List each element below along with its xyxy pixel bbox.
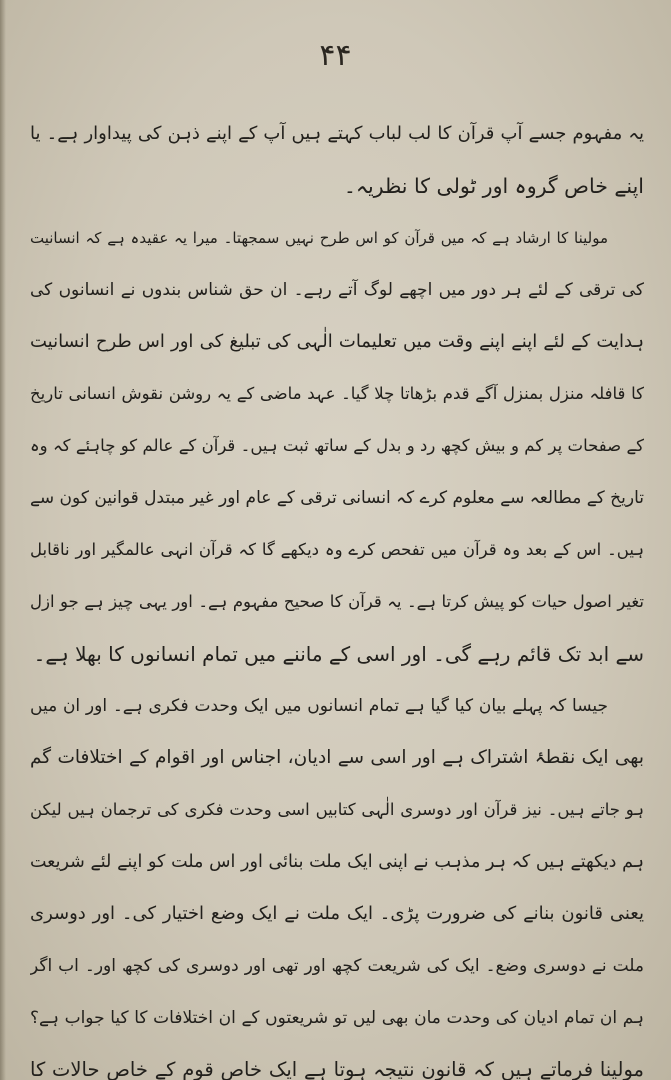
text-line: ہو جاتے ہیں۔ نیز قرآن اور دوسری الٰہی کتابیں اسی وحدت فکری کی ترجمان ہیں لیکن <box>30 800 644 819</box>
text-line: جیسا کہ پہلے بیان کیا گیا ہے تمام انسانوں میں ایک وحدت فکری ہے۔ اور ان میں <box>30 696 608 716</box>
text-line: یعنی قانون بنانے کی ضرورت پڑی۔ ایک ملت نے ایک وضع اختیار کی۔ اور دوسری <box>30 903 644 924</box>
text-line: تغیر اصول حیات کو پیش کرتا ہے۔ یہ قرآن کا صحیح مفہوم ہے۔ اور یہی چیز ہے جو ازل <box>30 592 644 611</box>
page-edge-shadow <box>0 0 6 1080</box>
text-line: یہ مفہوم جسے آپ قرآن کا لب لباب کہتے ہیں آپ کے اپنے ذہن کی پیداوار ہے۔ یا <box>30 123 644 144</box>
text-line: سے ابد تک قائم رہے گی۔ اور اسی کے ماننے میں تمام انسانوں کا بھلا ہے۔ <box>33 642 644 666</box>
page-number: ۴۴ <box>319 38 352 73</box>
text-line: اپنے خاص گروہ اور ٹولی کا نظریہ۔ <box>343 174 644 198</box>
text-line: کا قافلہ منزل بمنزل آگے قدم بڑھاتا چلا گیا۔ عہد ماضی کے یہ روشن نقوش انسانی تاریخ <box>30 384 644 403</box>
text-line: بھی ایک نقطۂ اشتراک ہے اور اسی سے ادیان، اجناس اور اقوام کے اختلافات گم <box>30 747 644 768</box>
text-line: مولینا کا ارشاد ہے کہ میں قرآن کو اس طرح نہیں سمجھتا۔ میرا یہ عقیدہ ہے کہ انسانیت <box>30 229 608 247</box>
body-text <box>30 108 644 1080</box>
text-line: کے صفحات پر کم و بیش کچھ رد و بدل کے ساتھ ثبت ہیں۔ قرآن کے عالم کو چاہئے کہ وہ <box>30 436 644 455</box>
text-line: ہیں۔ اس کے بعد وہ قرآن میں تفحص کرے وہ دیکھے گا کہ قرآن انہی عالمگیر اور ناقابل <box>30 540 644 559</box>
text-line: کی ترقی کے لئے ہر دور میں اچھے لوگ آتے رہے۔ ان حق شناس بندوں نے انسانوں کی <box>30 280 644 300</box>
text-line: تاریخ کے مطالعہ سے معلوم کرے کہ انسانی ترقی کے عام اور غیر مبتدل قوانین کون سے <box>30 488 644 508</box>
text-line: مولینا فرماتے ہیں کہ قانون نتیجہ ہوتا ہے ایک خاص قوم کے خاص حالات کا <box>30 1058 644 1080</box>
text-line: ہم ان تمام ادیان کی وحدت مان بھی لیں تو شریعتوں کے ان اختلافات کا کیا جواب ہے؟ <box>30 1008 644 1028</box>
text-line: ہدایت کے لئے اپنے اپنے وقت میں تعلیمات الٰہی کی تبلیغ کی اور اس طرح انسانیت <box>30 331 644 352</box>
text-line: ہم دیکھتے ہیں کہ ہر مذہب نے اپنی ایک ملت بنائی اور اس ملت کو اپنے لئے شریعت <box>30 852 644 872</box>
text-line: ملت نے دوسری وضع۔ ایک کی شریعت کچھ اور تھی اور دوسری کی کچھ اور۔ اب اگر <box>30 956 644 976</box>
